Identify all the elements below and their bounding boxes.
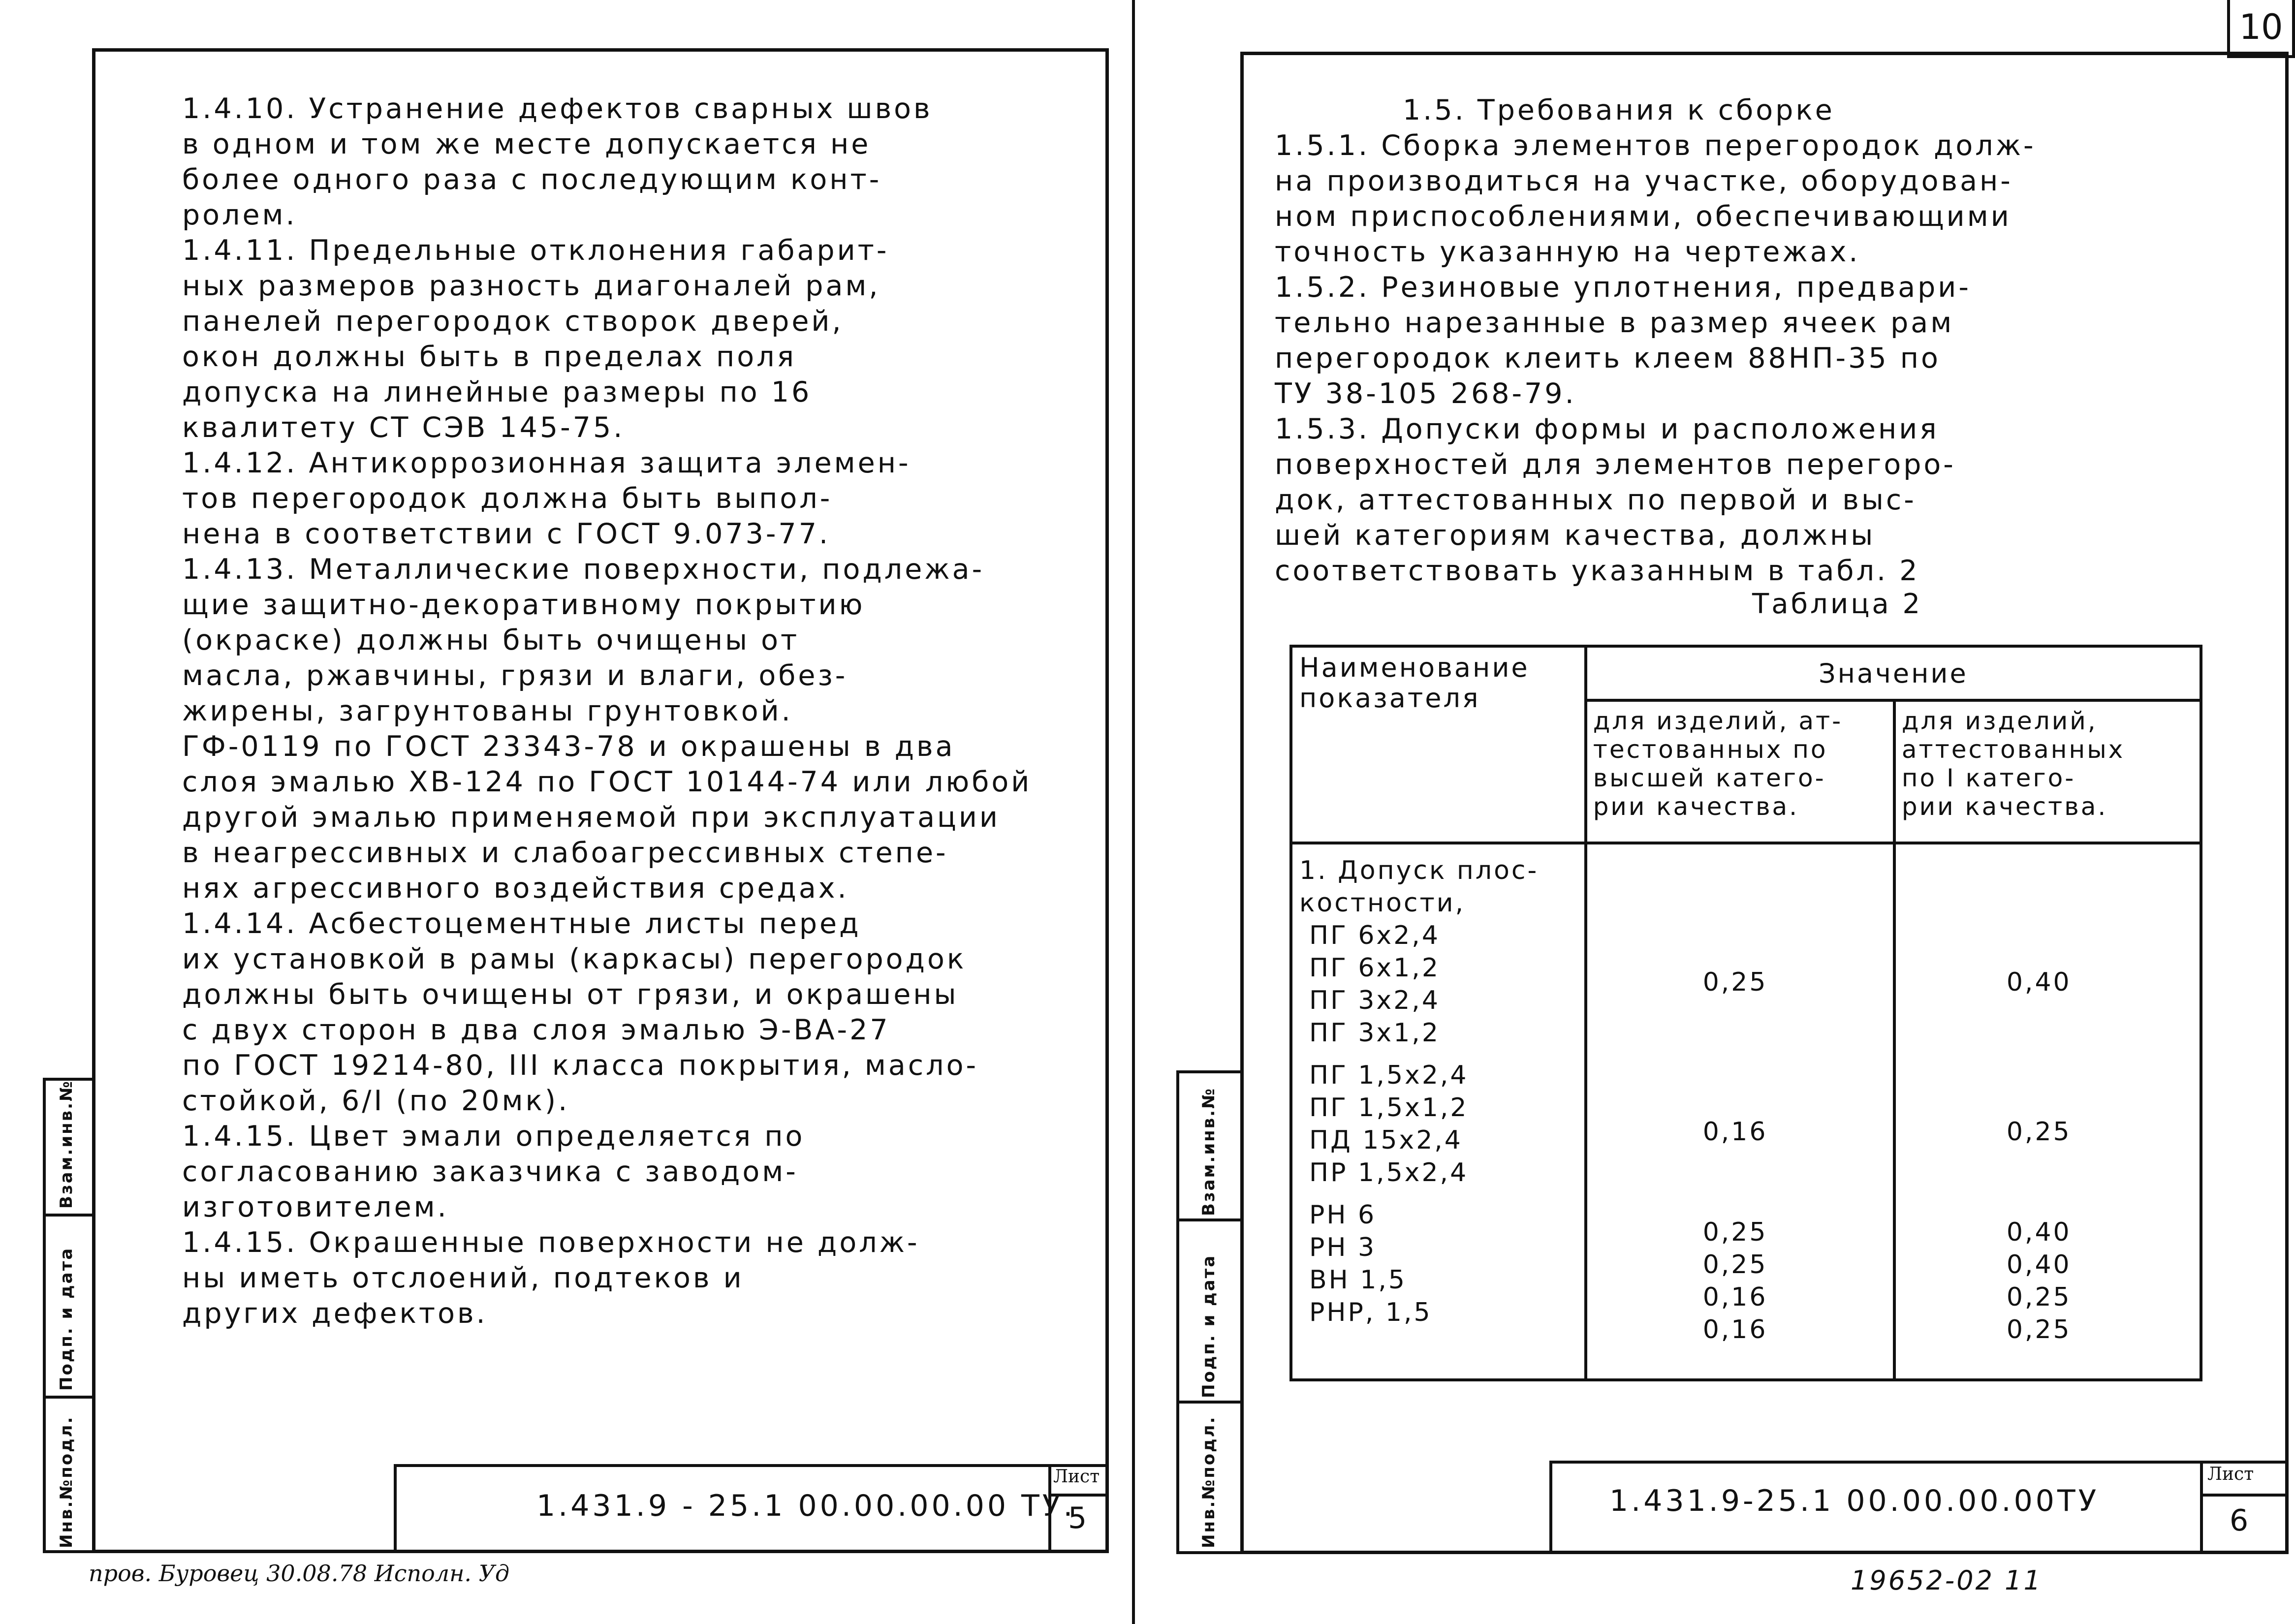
tolerance-value-first: 0,25 — [2006, 1315, 2072, 1345]
side-label-sign-date: Подп. и дата — [1199, 1254, 1219, 1398]
tolerance-value-high: 0,16 — [1702, 1282, 1768, 1312]
header-name-line: Наименование — [1299, 652, 1530, 683]
body-high-cell — [1586, 843, 1894, 1380]
text-line: ролем. — [182, 199, 297, 231]
header-value: Значение — [1818, 657, 1968, 689]
subheader-line: тестованных по — [1593, 735, 1828, 764]
left-side-strip — [43, 1078, 95, 1553]
text-line: с двух сторон в два слоя эмалью Э-ВА-27 — [182, 1014, 890, 1046]
text-line: док, аттестованных по первой и выс- — [1275, 484, 1917, 516]
subheader-line: высшей катего- — [1593, 764, 1826, 792]
text-line: шей категориям качества, должны — [1275, 519, 1876, 552]
text-line: по ГОСТ 19214-80, III класса покрытия, масло- — [182, 1049, 979, 1082]
paragraph-p1414 — [182, 906, 1098, 1119]
right-page-number: 10 — [2227, 0, 2295, 58]
side-label-replace-inv: Взам.инв.№ — [1199, 1087, 1219, 1216]
text-line: стойкой, 6/I (по 20мк). — [182, 1085, 570, 1117]
archive-number: 19652-02 11 — [1851, 1565, 2043, 1596]
left-sheet-number: 5 — [1068, 1501, 1087, 1535]
subheader-line: для изделий, — [1901, 707, 2098, 735]
text-line: в одном и том же месте допускается не — [182, 128, 871, 160]
text-line: изготовителем. — [182, 1191, 449, 1223]
text-line: согласованию заказчика с заводом- — [182, 1156, 798, 1188]
left-signature-note: пров. Буровец 30.08.78 Исполн. Уд — [89, 1560, 510, 1587]
tolerance-value-high: 0,16 — [1702, 1315, 1768, 1345]
side-label-orig-inv: Инв.№подл. — [1199, 1415, 1219, 1548]
text-line: ТУ 38-105 268-79. — [1275, 377, 1576, 410]
paragraph-p1415a — [182, 1119, 1098, 1225]
text-line: 1.4.11. Предельные отклонения габарит- — [182, 234, 889, 267]
right-side-strip — [1176, 1070, 1243, 1554]
left-sheet-label: Лист — [1053, 1467, 1100, 1487]
text-line: щие защитно-декоративному покрытию — [182, 589, 865, 621]
text-line: 1.5.2. Резиновые уплотнения, предвари- — [1275, 271, 1971, 304]
subheader-line: аттестованных — [1901, 735, 2125, 764]
right-page-text — [1275, 93, 2254, 589]
panel-type: ПГ 3х2,4 — [1309, 986, 1440, 1015]
tolerance-value-high: 0,25 — [1702, 1250, 1768, 1280]
table-caption: Таблица 2 — [1752, 588, 1923, 620]
text-line: окон должны быть в пределах поля — [182, 341, 796, 373]
text-line: тов перегородок должна быть выпол- — [182, 482, 833, 515]
text-line: жирены, загрунтованы грунтовкой. — [182, 695, 793, 727]
side-label-replace-inv: Взам.инв.№ — [57, 1080, 76, 1209]
paragraph-p1415b — [182, 1225, 1098, 1331]
panel-type: ПД 15х2,4 — [1309, 1125, 1463, 1155]
text-line: 1.4.14. Асбестоцементные листы перед — [182, 907, 861, 940]
body-name-cell — [1291, 843, 1586, 1380]
side-label-orig-inv: Инв.№подл. — [57, 1415, 76, 1548]
panel-type: ПГ 6х1,2 — [1309, 953, 1440, 983]
right-sheet-number: 6 — [2230, 1503, 2249, 1538]
text-line: ГФ-0119 по ГОСТ 23343-78 и окрашены в два — [182, 730, 955, 763]
text-line: 1.4.12. Антикоррозионная защита элемен- — [182, 447, 911, 479]
panel-type: РНР, 1,5 — [1309, 1298, 1432, 1327]
text-line: их установкой в рамы (каркасы) перегородок — [182, 943, 967, 975]
paragraph-p152 — [1275, 270, 2254, 411]
paragraph-p1410 — [182, 91, 1098, 233]
paragraph-p153 — [1275, 411, 2254, 589]
panel-type: РН 3 — [1309, 1233, 1377, 1262]
right-sheet-label: Лист — [2207, 1464, 2254, 1484]
text-line: ных размеров разность диагоналей рам, — [182, 270, 880, 302]
section-heading: 1.5. Требования к сборке — [1403, 94, 1835, 126]
text-line: более одного раза с последующим конт- — [182, 163, 882, 196]
text-line: на производиться на участке, оборудован- — [1275, 165, 2013, 197]
text-line: 1.5.1. Сборка элементов перегородок долж- — [1275, 129, 2036, 162]
side-label-sign-date: Подп. и дата — [57, 1247, 76, 1391]
text-line: ном приспособлениями, обеспечивающими — [1275, 200, 2012, 233]
text-line: в неагрессивных и слабоагрессивных степе- — [182, 837, 948, 869]
subheader-first — [1894, 700, 2201, 843]
tolerance-value-first: 0,40 — [2006, 1250, 2072, 1280]
text-line: квалитету СТ СЭВ 145-75. — [182, 411, 625, 444]
tolerance-table — [1289, 645, 2202, 1381]
text-line: другой эмалью применяемой при эксплуатации — [182, 801, 1000, 834]
text-line: ны иметь отслоений, подтеков и — [182, 1262, 744, 1294]
text-line: 1.4.13. Металлические поверхности, подлежа- — [182, 553, 985, 586]
text-line: масла, ржавчины, грязи и влаги, обез- — [182, 659, 848, 692]
body-first-cell — [1894, 843, 2201, 1380]
tolerance-value-high: 0,16 — [1702, 1117, 1768, 1147]
text-line: 1.5.3. Допуски формы и расположения — [1275, 413, 1939, 445]
paragraph-p151 — [1275, 128, 2254, 270]
text-line: (окраске) должны быть очищены от — [182, 624, 800, 656]
right-paragraph-list — [1275, 128, 2254, 589]
text-line: точность указанную на чертежах. — [1275, 236, 1860, 268]
header-value-cell — [1586, 646, 2201, 700]
panel-type: ПГ 1,5х1,2 — [1309, 1093, 1469, 1123]
header-name-line: показателя — [1299, 683, 1480, 714]
page-divider — [1132, 0, 1135, 1624]
row-title-line: костности, — [1299, 888, 1466, 918]
left-document-code: 1.431.9 - 25.1 00.00.00.00 ТУ. — [536, 1489, 1076, 1523]
text-line: поверхностей для элементов перегоро- — [1275, 448, 1956, 481]
subheader-line: по I катего- — [1901, 764, 2076, 792]
right-document-code: 1.431.9-25.1 00.00.00.00ТУ — [1609, 1484, 2100, 1518]
left-page-text — [182, 91, 1098, 1331]
panel-type: ПГ 6х2,4 — [1309, 921, 1440, 950]
tolerance-value-high: 0,25 — [1702, 1218, 1768, 1248]
row-title-line: 1. Допуск плос- — [1299, 856, 1539, 885]
text-line: 1.4.10. Устранение дефектов сварных швов — [182, 93, 933, 125]
text-line: нена в соответствии с ГОСТ 9.073-77. — [182, 518, 831, 550]
panel-type: ВН 1,5 — [1309, 1265, 1407, 1295]
paragraph-p1412 — [182, 445, 1098, 552]
text-line: тельно нарезанные в размер ячеек рам — [1275, 307, 1954, 339]
text-line: слоя эмалью ХВ-124 по ГОСТ 10144-74 или любой — [182, 766, 1032, 798]
panel-type: ПГ 1,5х2,4 — [1309, 1061, 1469, 1090]
text-line: 1.4.15. Окрашенные поверхности не долж- — [182, 1226, 920, 1259]
panel-type: ПГ 3х1,2 — [1309, 1018, 1440, 1048]
left-paragraph-list — [182, 91, 1098, 1331]
text-line: других дефектов. — [182, 1297, 488, 1330]
tolerance-value-first: 0,40 — [2006, 968, 2072, 997]
subheader-line: рии качества. — [1901, 792, 2108, 821]
paragraph-p1411 — [182, 233, 1098, 445]
subheader-line: для изделий, ат- — [1593, 707, 1843, 735]
text-line: панелей перегородок створок дверей, — [182, 305, 844, 338]
subheader-line: рии качества. — [1593, 792, 1799, 821]
header-name-cell — [1291, 646, 1586, 843]
panel-type: РН 6 — [1309, 1200, 1377, 1230]
panel-type: ПР 1,5х2,4 — [1309, 1158, 1469, 1187]
tolerance-value-first: 0,25 — [2006, 1117, 2072, 1147]
text-line: должны быть очищены от грязи, и окрашены — [182, 978, 959, 1011]
text-line: допуска на линейные размеры по 16 — [182, 376, 812, 408]
text-line: соответствовать указанным в табл. 2 — [1275, 555, 1920, 587]
text-line: нях агрессивного воздействия средах. — [182, 872, 849, 905]
subheader-high — [1586, 700, 1894, 843]
text-line: 1.4.15. Цвет эмали определяется по — [182, 1120, 805, 1153]
tolerance-value-first: 0,25 — [2006, 1282, 2072, 1312]
tolerance-value-first: 0,40 — [2006, 1218, 2072, 1248]
tolerance-value-high: 0,25 — [1702, 968, 1768, 997]
text-line: перегородок клеить клеем 88НП-35 по — [1275, 342, 1941, 375]
paragraph-p1413 — [182, 552, 1098, 906]
